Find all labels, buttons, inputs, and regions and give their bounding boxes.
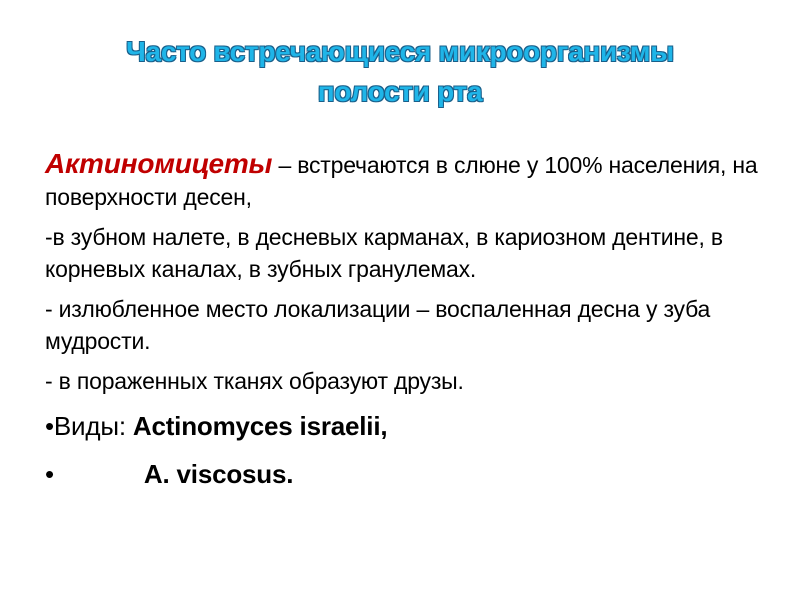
bullet-marker: • [45,411,54,441]
bullet-label: Виды: [53,411,133,441]
bullet-species-1 [45,405,765,447]
paragraph-druses: - в пораженных тканях образуют друзы. [45,368,464,394]
species-name: Actinomyces israelii, [132,411,388,441]
slide-title-line-2: полости рта [317,76,483,107]
bullet-marker: • [45,459,54,489]
slide-title-line-1: Часто встречающиеся микроорганизмы [126,36,674,67]
slide-body [45,148,765,495]
term-actinomycetes: Актиномицеты [45,148,273,179]
species-name: A. viscosus. [143,459,294,489]
intro-text: – встречаются в слюне у 100% населения, на поверхности десен, [45,152,758,210]
slide-title [40,32,760,112]
intro-paragraph [45,148,765,213]
paragraph-location: -в зубном налете, в десневых карманах, в кариозном дентине, в корневых каналах, в зубных гранулемах. [45,224,723,282]
bullet-species-2 [45,453,765,495]
paragraph-favorite-site: - излюбленное место локализации – воспаленная десна у зуба мудрости. [45,296,711,354]
